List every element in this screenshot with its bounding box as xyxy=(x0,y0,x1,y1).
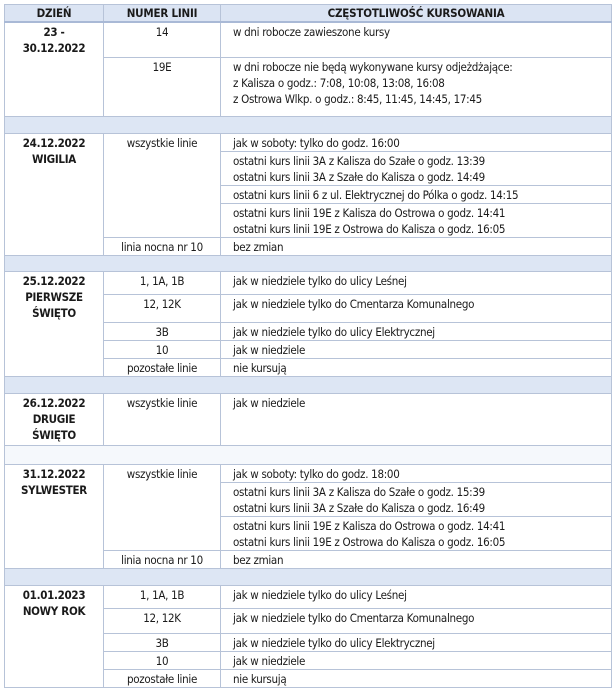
day-cell xyxy=(5,393,104,445)
section-separator xyxy=(5,568,612,585)
frequency-text: nie kursują xyxy=(233,360,287,375)
section-separator xyxy=(5,255,612,271)
line-cell: 10 xyxy=(104,651,221,669)
table-row xyxy=(5,271,612,294)
header-row xyxy=(5,5,612,23)
frequency-cell xyxy=(221,151,612,185)
line-cell: linia nocna nr 10 xyxy=(104,550,221,568)
frequency-text: z Ostrowa Wlkp. o godz.: 8:45, 11:45, 14:45, 17:45 xyxy=(233,91,482,106)
frequency-text: jak w niedziele tylko do Cmentarza Komunalnego xyxy=(233,296,475,311)
day-cell xyxy=(5,464,104,568)
frequency-text: ostatni kurs linii 19E z Kalisza do Ostrowa o godz. 14:41 xyxy=(233,205,506,220)
frequency-text: ostatni kurs linii 6 z ul. Elektrycznej do Pólka o godz. 14:15 xyxy=(233,187,519,202)
frequency-cell xyxy=(221,669,612,687)
section-separator xyxy=(5,116,612,133)
line-cell: wszystkie linie xyxy=(104,393,221,445)
day-date: 31.12.2022 xyxy=(22,466,86,481)
table-row xyxy=(5,22,612,57)
frequency-cell xyxy=(221,358,612,376)
day-cell xyxy=(5,133,104,255)
frequency-text: w dni robocze nie będą wykonywane kursy odjeżdżające: xyxy=(233,59,513,74)
frequency-cell xyxy=(221,633,612,651)
frequency-cell xyxy=(221,585,612,608)
frequency-text: ostatni kurs linii 3A z Kalisza do Szałe o godz. 15:39 xyxy=(233,484,485,499)
day-date: 30.12.2022 xyxy=(22,41,86,55)
separator-cell xyxy=(5,255,612,271)
frequency-text: jak w niedziele xyxy=(233,342,306,357)
frequency-cell xyxy=(221,482,612,516)
frequency-text: ostatni kurs linii 3A z Szałe do Kalisza o godz. 16:49 xyxy=(233,500,485,515)
table-row xyxy=(5,133,612,151)
line-cell: pozostałe linie xyxy=(104,669,221,687)
frequency-cell xyxy=(221,550,612,568)
day-holiday: ŚWIĘTO xyxy=(32,305,76,320)
frequency-cell xyxy=(221,516,612,550)
separator-cell xyxy=(5,116,612,133)
frequency-text: jak w niedziele xyxy=(233,395,306,410)
frequency-text: jak w niedziele tylko do ulicy Elektrycznej xyxy=(233,635,435,650)
line-cell: 12, 12K xyxy=(104,608,221,633)
table-row xyxy=(5,393,612,445)
frequency-text: ostatni kurs linii 3A z Kalisza do Szałe o godz. 13:39 xyxy=(233,153,485,168)
frequency-cell xyxy=(221,22,612,57)
frequency-cell xyxy=(221,608,612,633)
frequency-text: jak w soboty: tylko do godz. 18:00 xyxy=(233,466,400,481)
line-cell: wszystkie linie xyxy=(104,133,221,237)
separator-cell xyxy=(5,568,612,585)
day-holiday: WIGILIA xyxy=(32,151,76,166)
frequency-text: jak w niedziele xyxy=(233,653,306,668)
frequency-text: jak w niedziele tylko do Cmentarza Komunalnego xyxy=(233,610,475,625)
frequency-text: jak w niedziele tylko do ulicy Elektrycznej xyxy=(233,324,435,339)
day-holiday: SYLWESTER xyxy=(21,482,87,497)
frequency-cell xyxy=(221,340,612,358)
frequency-text: ostatni kurs linii 19E z Ostrowa do Kalisza o godz. 16:05 xyxy=(233,534,506,549)
day-date: 26.12.2022 xyxy=(22,395,86,410)
day-holiday: ŚWIĘTO xyxy=(32,427,76,442)
day-holiday: DRUGIE xyxy=(32,411,76,426)
line-cell: pozostałe linie xyxy=(104,358,221,376)
separator-cell xyxy=(5,445,612,464)
frequency-cell xyxy=(221,271,612,294)
frequency-cell xyxy=(221,133,612,151)
day-cell xyxy=(5,271,104,376)
frequency-cell xyxy=(221,57,612,116)
section-separator xyxy=(5,376,612,393)
line-cell: 1, 1A, 1B xyxy=(104,271,221,294)
frequency-text: nie kursują xyxy=(233,671,287,686)
day-cell xyxy=(5,585,104,687)
line-cell: 19E xyxy=(104,57,221,116)
separator-cell xyxy=(5,376,612,393)
day-holiday: PIERWSZE xyxy=(25,289,83,304)
header-day: DZIEŃ xyxy=(5,5,104,23)
frequency-text: z Kalisza o godz.: 7:08, 10:08, 13:08, 16:08 xyxy=(233,75,445,90)
day-cell xyxy=(5,22,104,116)
line-cell: wszystkie linie xyxy=(104,464,221,550)
line-cell: 3B xyxy=(104,322,221,340)
frequency-cell xyxy=(221,651,612,669)
line-cell: linia nocna nr 10 xyxy=(104,237,221,255)
frequency-text: bez zmian xyxy=(233,552,284,567)
line-cell: 1, 1A, 1B xyxy=(104,585,221,608)
frequency-cell xyxy=(221,393,612,445)
frequency-text: bez zmian xyxy=(233,239,284,254)
frequency-text: w dni robocze zawieszone kursy xyxy=(233,25,390,39)
section-separator xyxy=(5,445,612,464)
header-frequency: CZĘSTOTLIWOŚĆ KURSOWANIA xyxy=(221,5,612,23)
day-date: 24.12.2022 xyxy=(22,135,86,150)
frequency-cell xyxy=(221,464,612,482)
day-date: 23 - xyxy=(43,25,65,39)
day-date: 25.12.2022 xyxy=(22,273,86,288)
schedule-body xyxy=(5,22,612,687)
line-cell: 14 xyxy=(104,22,221,57)
frequency-cell xyxy=(221,294,612,322)
frequency-cell xyxy=(221,237,612,255)
frequency-text: ostatni kurs linii 19E z Kalisza do Ostrowa o godz. 14:41 xyxy=(233,518,506,533)
line-cell: 12, 12K xyxy=(104,294,221,322)
day-holiday: NOWY ROK xyxy=(22,603,86,618)
frequency-text: jak w niedziele tylko do ulicy Leśnej xyxy=(233,273,407,288)
day-date: 01.01.2023 xyxy=(22,587,86,602)
frequency-cell xyxy=(221,322,612,340)
line-cell: 3B xyxy=(104,633,221,651)
header-line-number: NUMER LINII xyxy=(104,5,221,23)
line-cell: 10 xyxy=(104,340,221,358)
frequency-text: ostatni kurs linii 19E z Ostrowa do Kalisza o godz. 16:05 xyxy=(233,221,506,236)
frequency-text: ostatni kurs linii 3A z Szałe do Kalisza o godz. 14:49 xyxy=(233,169,485,184)
table-row xyxy=(5,585,612,608)
table-row xyxy=(5,464,612,482)
frequency-cell xyxy=(221,185,612,203)
schedule-table xyxy=(4,4,612,688)
frequency-text: jak w niedziele tylko do ulicy Leśnej xyxy=(233,587,407,602)
frequency-cell xyxy=(221,203,612,237)
frequency-text: jak w soboty: tylko do godz. 16:00 xyxy=(233,135,400,150)
